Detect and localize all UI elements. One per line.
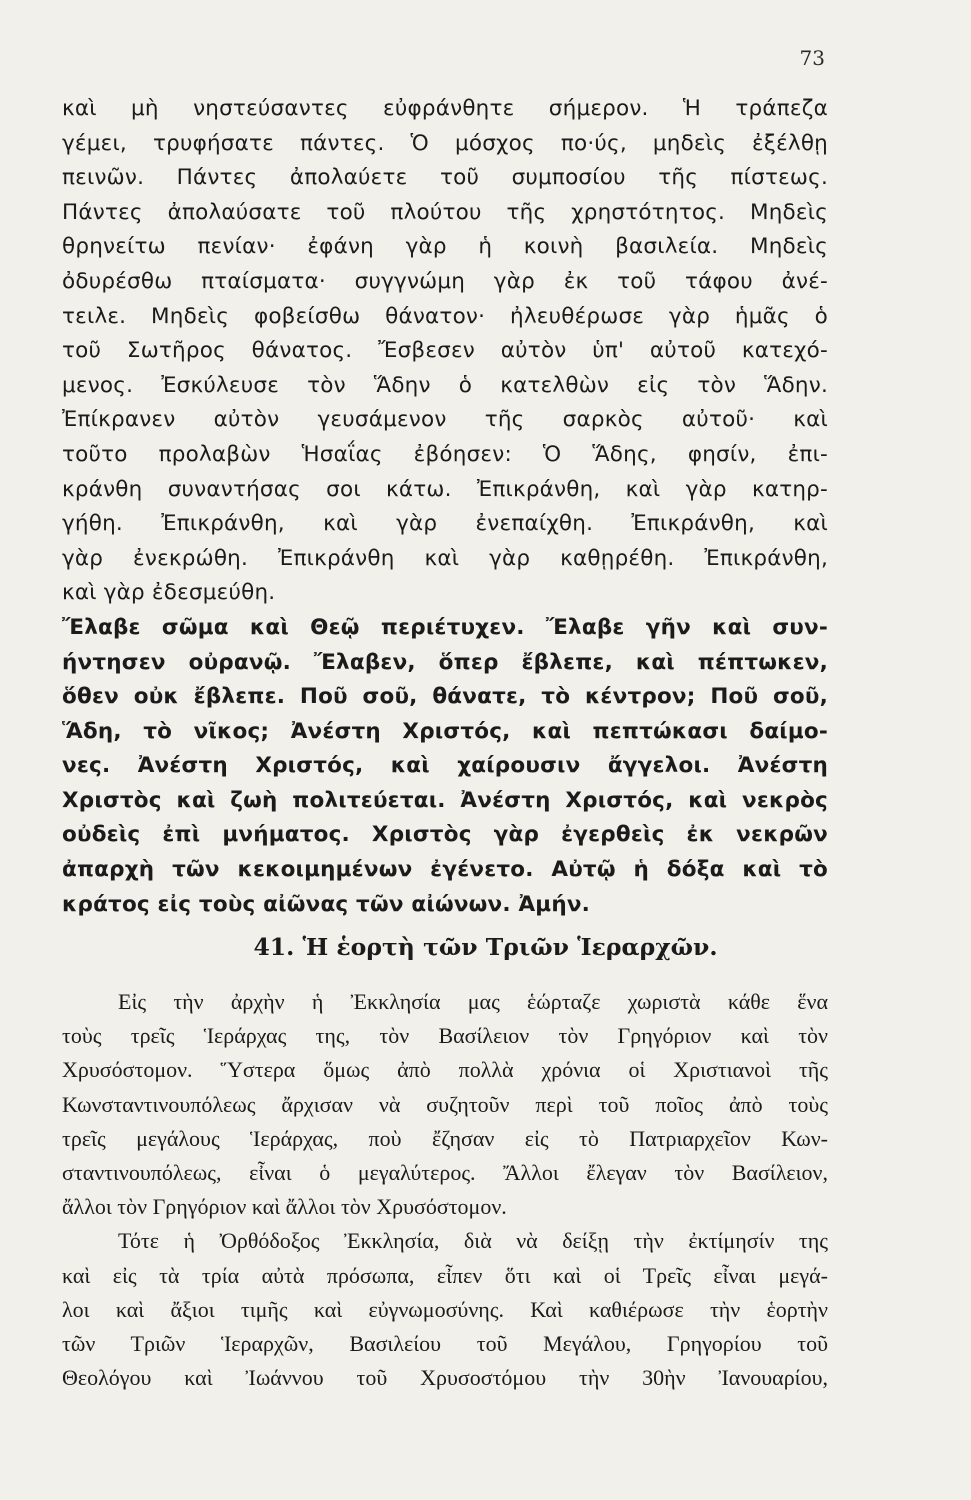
text-line: κράτος εἰς τοὺς αἰῶνας τῶν αἰώνων. Ἀμήν. <box>62 891 591 917</box>
text-line: νες. Ἀνέστη Χριστός, καὶ χαίρουσιν ἄγγελοι. Ἀνέστη <box>62 753 828 779</box>
text-line: Χρυσόστομον. Ὕστερα ὅμως ἀπὸ πολλὰ χρόνια οἱ Χριστιανοὶ τῆς <box>62 1057 828 1083</box>
text-line: Πάντες ἀπολαύσατε τοῦ πλούτου τῆς χρηστότητος. Μηδεὶς <box>62 199 828 225</box>
text-line: τοὺς τρεῖς Ἱεράρχας της, τὸν Βασίλειον τὸν Γρηγόριον καὶ τὸν <box>62 1023 828 1049</box>
text-line: σταντινουπόλεως, εἶναι ὁ μεγαλύτερος. Ἄλλοι ἔλεγαν τὸν Βασίλειον, <box>62 1160 828 1186</box>
text-line: ὅθεν οὐκ ἔβλεπε. Ποῦ σοῦ, θάνατε, τὸ κέντρον; Ποῦ σοῦ, <box>62 684 828 710</box>
text-line: Ἔλαβε σῶμα καὶ Θεῷ περιέτυχεν. Ἔλαβε γῆν καὶ συν- <box>62 614 828 640</box>
text-line: Ἐπίκρανεν αὐτὸν γευσάμενον τῆς σαρκὸς αὐτοῦ· καὶ <box>62 407 828 433</box>
hymn-text-block <box>62 92 828 922</box>
text-line: Θεολόγου καὶ Ἰωάννου τοῦ Χρυσοστόμου τὴν 30ὴν Ἰανουαρίου, <box>62 1365 828 1391</box>
text-line: γέμει, τρυφήσατε πάντες. Ὁ μόσχος πο·ύς, μηδεὶς ἐξέλθῃ <box>62 130 828 156</box>
text-line: τῶν Τριῶν Ἱεραρχῶν, Βασιλείου τοῦ Μεγάλου, Γρηγορίου τοῦ <box>62 1331 828 1357</box>
text-line: Κωνσταντινουπόλεως ἄρχισαν νὰ συζητοῦν περὶ τοῦ ποῖος ἀπὸ τοὺς <box>62 1091 828 1117</box>
text-line: καὶ γὰρ ἐδεσμεύθη. <box>62 580 276 606</box>
text-line: ήντησεν οὐρανῷ. Ἔλαβεν, ὅπερ ἔβλεπε, καὶ πέπτωκεν, <box>62 649 828 675</box>
text-line: Χριστὸς καὶ ζωὴ πολιτεύεται. Ἀνέστη Χριστός, καὶ νεκρὸς <box>62 787 828 813</box>
text-line: τρεῖς μεγάλους Ἱεράρχας, ποὺ ἔζησαν εἰς τὸ Πατριαρχεῖον Κων- <box>62 1125 828 1151</box>
text-line: ὀδυρέσθω πταίσματα· συγγνώμη γὰρ ἐκ τοῦ τάφου ἀνέ- <box>62 268 828 294</box>
text-line: ἀπαρχὴ τῶν κεκοιμημένων ἐγένετο. Αὐτῷ ἡ δόξα καὶ τὸ <box>62 857 828 883</box>
text-line: ἄλλοι τὸν Γρηγόριον καὶ ἄλλοι τὸν Χρυσόστομον. <box>62 1194 507 1220</box>
text-line: καὶ μὴ νηστεύσαντες εὐφράνθητε σήμερον. Ἡ τράπεζα <box>62 96 828 121</box>
section-heading: 41. Ἡ ἑορτὴ τῶν Τριῶν Ἱεραρχῶν. <box>253 933 718 961</box>
text-line: λοι καὶ ἄξιοι τιμῆς καὶ εὐγνωμοσύνης. Καὶ καθιέρωσε τὴν ἑορτὴν <box>62 1296 828 1322</box>
body-text-block <box>62 985 828 1395</box>
page-number: 73 <box>799 46 825 70</box>
text-line: γὰρ ἐνεκρώθη. Ἐπικράνθη καὶ γὰρ καθῃρέθη. Ἐπικράνθη, <box>62 545 828 571</box>
text-line: τοῦτο προλαβὼν Ἡσαΐας ἐβόησεν: Ὁ Ἅδης, φησίν, ἐπι- <box>62 441 828 467</box>
text-line: Εἰς τὴν ἀρχὴν ἡ Ἐκκλησία μας ἑώρταζε χωριστὰ κάθε ἕνα <box>118 989 828 1014</box>
text-line: τοῦ Σωτῆρος θάνατος. Ἔσβεσεν αὐτὸν ὑπ' αὐτοῦ κατεχό- <box>62 338 828 364</box>
text-line: γήθη. Ἐπικράνθη, καὶ γὰρ ἐνεπαίχθη. Ἐπικράνθη, καὶ <box>62 511 828 537</box>
text-line: Ἅδη, τὸ νῖκος; Ἀνέστη Χριστός, καὶ πεπτώκασι δαίμο- <box>62 718 828 744</box>
text-line: οὐδεὶς ἐπὶ μνήματος. Χριστὸς γὰρ ἐγερθεὶς ἐκ νεκρῶν <box>62 822 828 848</box>
text-line: κράνθη συναντήσας σοι κάτω. Ἐπικράνθη, καὶ γὰρ κατηρ- <box>62 476 828 502</box>
text-line: μενος. Ἐσκύλευσε τὸν Ἅδην ὁ κατελθὼν εἰς τὸν Ἅδην. <box>62 372 828 398</box>
text-line: καὶ εἰς τὰ τρία αὐτὰ πρόσωπα, εἶπεν ὅτι καὶ οἱ Τρεῖς εἶναι μεγά- <box>62 1262 828 1288</box>
text-line: Τότε ἡ Ὀρθόδοξος Ἐκκλησία, διὰ νὰ δείξῃ τὴν ἐκτίμησίν της <box>118 1228 828 1254</box>
text-line: θρηνείτω πενίαν· ἐφάνη γὰρ ἡ κοινὴ βασιλεία. Μηδεὶς <box>62 234 828 260</box>
text-line: πεινῶν. Πάντες ἀπολαύετε τοῦ συμποσίου τῆς πίστεως. <box>62 165 828 191</box>
text-line: τειλε. Μηδεὶς φοβείσθω θάνατον· ἠλευθέρωσε γὰρ ἡμᾶς ὁ <box>62 303 828 329</box>
